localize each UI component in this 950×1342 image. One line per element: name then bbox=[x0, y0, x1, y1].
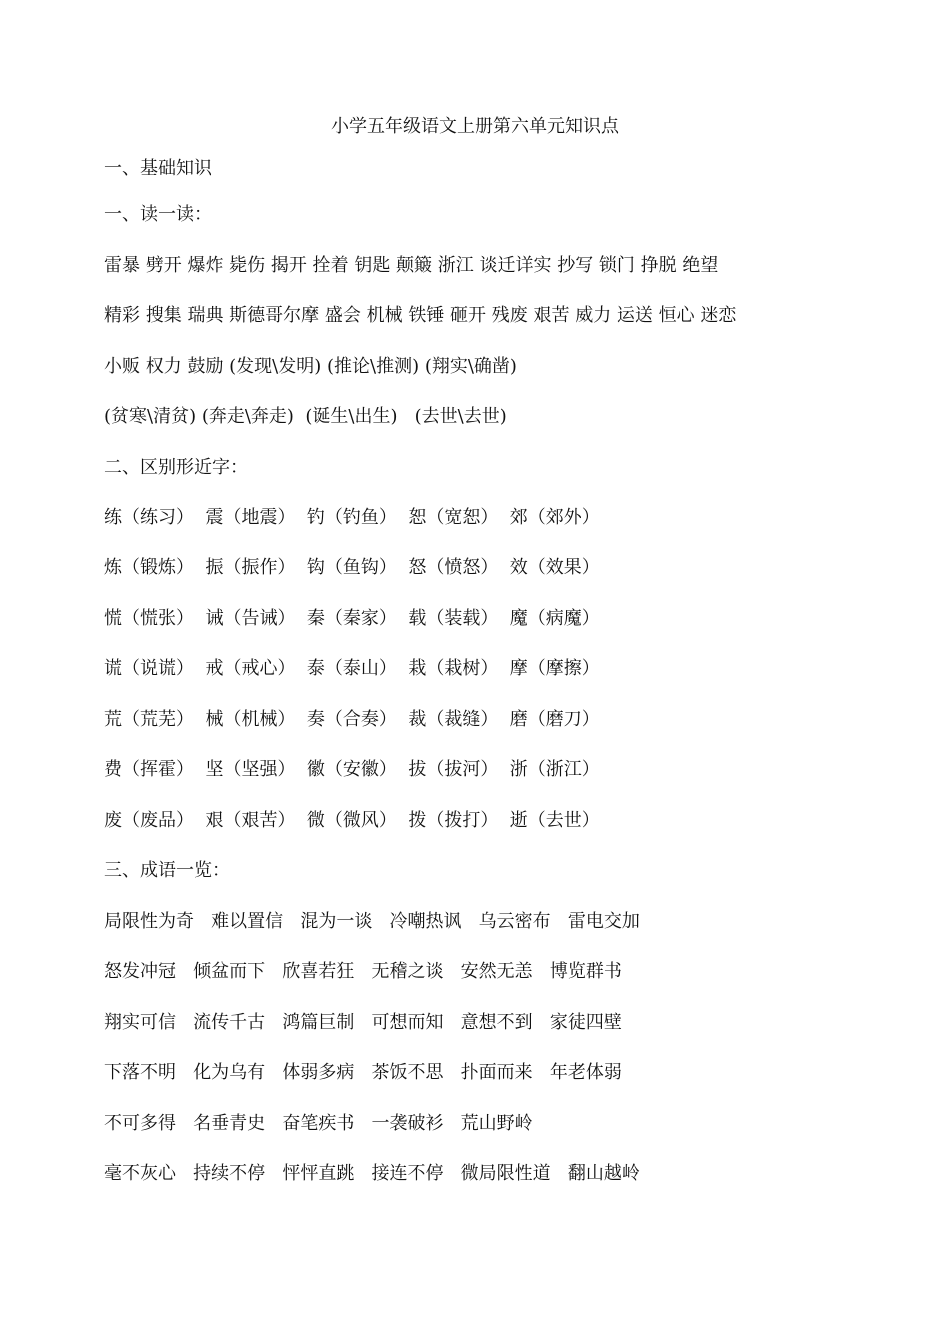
idioms-line: 不可多得 名垂青史 奋笔疾书 一袭破衫 荒山野岭 bbox=[104, 1113, 533, 1134]
idioms-line: 下落不明 化为乌有 体弱多病 茶饭不思 扑面而来 年老体弱 bbox=[104, 1062, 622, 1083]
section-heading-idioms: 三、成语一览： bbox=[104, 860, 230, 881]
idioms-line: 怒发冲冠 倾盆而下 欣喜若狂 无稽之谈 安然无恙 博览群书 bbox=[104, 961, 622, 982]
idioms-line: 翔实可信 流传千古 鸿篇巨制 可想而知 意想不到 家徒四壁 bbox=[104, 1012, 622, 1033]
reading-line: 精彩 搜集 瑞典 斯德哥尔摩 盛会 机械 铁锤 砸开 残废 艰苦 威力 运送 恒心 迷恋 bbox=[104, 305, 737, 326]
similar-chars-line: 慌（慌张） 诫（告诫） 秦（秦家） 载（装载） 魔（病魔） bbox=[104, 608, 600, 629]
similar-chars-line: 练（练习） 震（地震） 钓（钓鱼） 恕（宽恕） 郊（郊外） bbox=[104, 507, 600, 528]
similar-chars-line: 废（废品） 艰（艰苦） 微（微风） 拨（拨打） 逝（去世） bbox=[104, 810, 600, 831]
document-title: 小学五年级语文上册第六单元知识点 bbox=[331, 116, 619, 137]
similar-chars-line: 荒（荒芜） 械（机械） 奏（合奏） 裁（裁缝） 磨（磨刀） bbox=[104, 709, 600, 730]
reading-line: (贫寒\清贫) (奔走\奔走) (诞生\出生) (去世\去世) bbox=[104, 406, 507, 427]
reading-line: 小贩 权力 鼓励 (发现\发明) (推论\推测) (翔实\确凿) bbox=[104, 356, 517, 377]
section-heading-basic: 一、基础知识 bbox=[104, 158, 212, 179]
similar-chars-line: 费（挥霍） 坚（坚强） 徽（安徽） 拔（拔河） 浙（浙江） bbox=[104, 759, 600, 780]
idioms-line: 毫不灰心 持续不停 怦怦直跳 接连不停 微局限性道 翻山越岭 bbox=[104, 1163, 640, 1184]
idioms-line: 局限性为奇 难以置信 混为一谈 冷嘲热讽 乌云密布 雷电交加 bbox=[104, 911, 640, 932]
section-heading-reading: 一、读一读： bbox=[104, 204, 212, 225]
section-heading-similar-chars: 二、区别形近字： bbox=[104, 457, 248, 478]
similar-chars-line: 谎（说谎） 戒（戒心） 泰（泰山） 栽（栽树） 摩（摩擦） bbox=[104, 658, 600, 679]
similar-chars-line: 炼（锻炼） 振（振作） 钩（鱼钩） 怒（愤怒） 效（效果） bbox=[104, 557, 600, 578]
reading-line: 雷暴 劈开 爆炸 毙伤 揭开 拴着 钥匙 颠簸 浙江 谈迁详实 抄写 锁门 挣脱 绝望 bbox=[104, 255, 719, 276]
